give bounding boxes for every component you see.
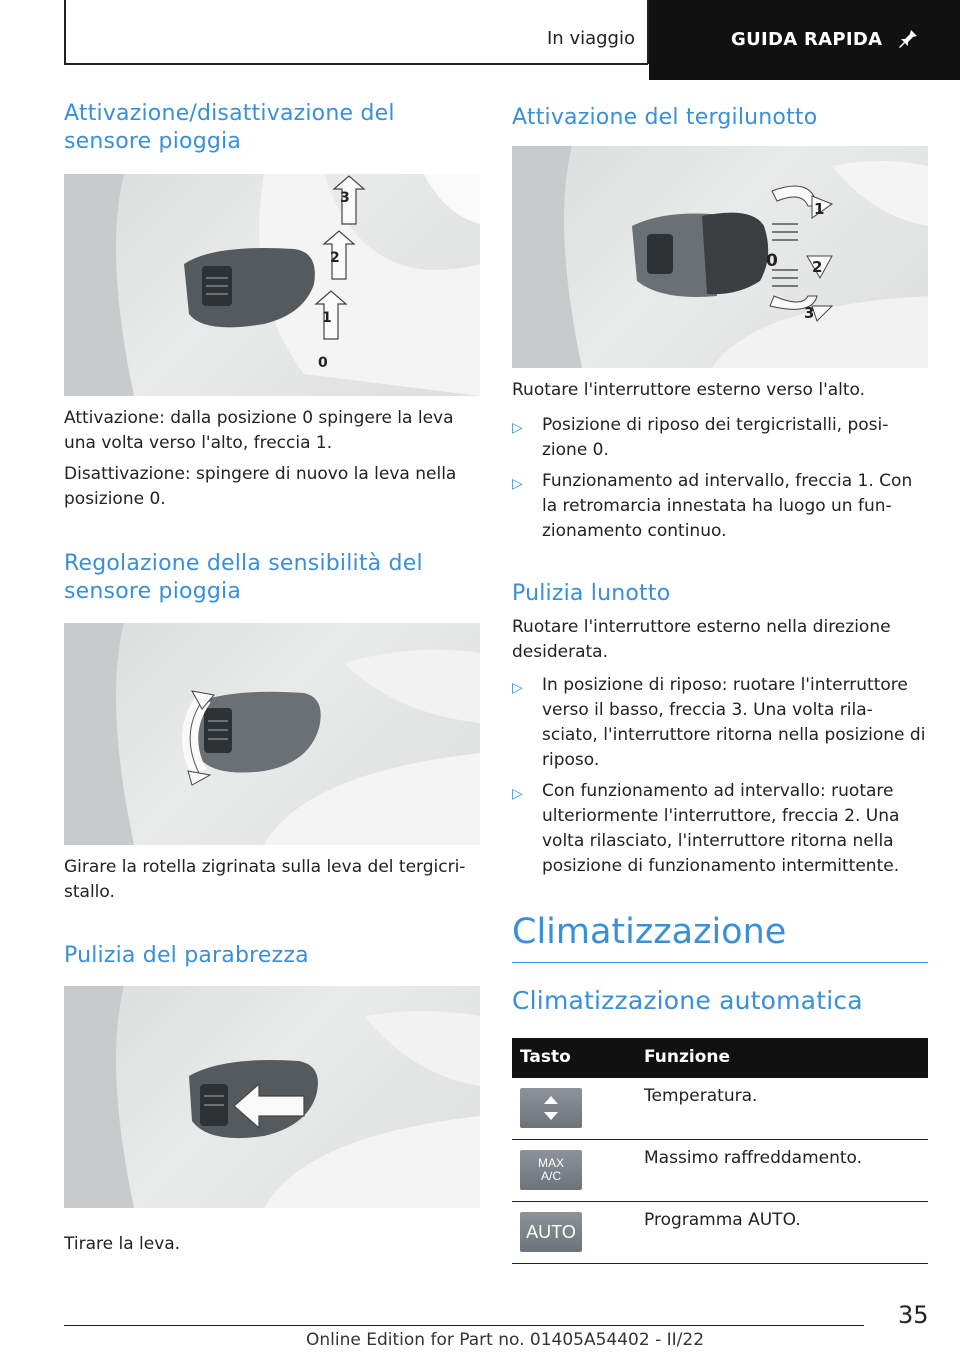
footer-edition: Online Edition for Part no. 01405A54402 - II/22 <box>306 1330 705 1350</box>
figure-sensitivity-wheel <box>64 623 480 845</box>
page-number: 35 <box>898 1301 929 1329</box>
heading-rear-wiper: Attivazione del tergilunotto <box>512 105 818 130</box>
text-rotate-direction: Ruotare l'interruttore esterno nella direzione desiderata. <box>512 617 891 662</box>
temperature-button[interactable] <box>520 1088 582 1128</box>
bullet-triangle-icon: ▷ <box>512 420 523 436</box>
col-header-function: Funzione <box>644 1047 731 1067</box>
text-sensitivity: Girare la rotella zigrinata sulla leva del tergicri-stallo. <box>64 857 466 902</box>
fig4-label-2: 2 <box>812 258 823 276</box>
header-guide-label: GUIDA RAPIDA <box>731 29 883 50</box>
bullet-triangle-icon: ▷ <box>512 786 523 802</box>
fig4-label-1: 1 <box>814 200 825 218</box>
heading-rear-wash: Pulizia lunotto <box>512 581 671 606</box>
footer-rule <box>64 1325 864 1326</box>
max-ac-button[interactable] <box>520 1150 582 1190</box>
fig4-label-0: 0 <box>766 251 778 271</box>
heading-rain-sensor: Attivazione/disattivazione del sensore pioggia <box>64 101 395 154</box>
figure-rain-sensor-lever <box>64 174 480 396</box>
auto-button[interactable] <box>520 1212 582 1252</box>
table-row <box>512 1202 928 1264</box>
col-header-key: Tasto <box>520 1047 571 1067</box>
heading-windshield: Pulizia del parabrezza <box>64 943 309 968</box>
figure-rear-wiper-switch <box>512 146 928 368</box>
bullet-triangle-icon: ▷ <box>512 680 523 696</box>
text-activation: Attivazione: dalla posizione 0 spingere la leva una volta verso l'alto, freccia 1. <box>64 408 454 453</box>
header-rule-bottom <box>64 63 648 65</box>
header-guide-tab[interactable] <box>649 0 960 80</box>
table-row <box>512 1078 928 1140</box>
fig1-label-3: 3 <box>340 190 350 206</box>
heading-climate: Climatizzazione <box>512 912 787 952</box>
fig1-label-0: 0 <box>318 355 328 371</box>
left-column <box>64 100 480 1254</box>
climate-divider <box>512 962 928 963</box>
fig1-label-2: 2 <box>330 250 340 266</box>
climate-table <box>512 1038 928 1266</box>
max-ac-label: MAX A/C <box>537 1156 564 1183</box>
text-deactivation: Disattivazione: spingere di nuovo la leva nella posizione 0. <box>64 464 457 509</box>
right-column <box>512 100 928 1280</box>
bullet-triangle-icon: ▷ <box>512 476 523 492</box>
heading-auto-climate: Climatizzazione automatica <box>512 986 863 1015</box>
pin-icon <box>897 28 919 54</box>
fig4-label-3: 3 <box>804 304 815 322</box>
auto-label: AUTO <box>526 1222 576 1242</box>
bullet-rest-wash: ▷ In posizione di riposo: ruotare l'interruttore verso il basso, freccia 3. Una volta rila-sciato, l'interruttore ritorna nella posizione di riposo. <box>512 675 926 770</box>
function-temperature: Temperatura. <box>644 1086 758 1106</box>
table-row <box>512 1140 928 1202</box>
function-auto-program: Programma AUTO. <box>644 1210 801 1230</box>
text-rotate-up: Ruotare l'interruttore esterno verso l'alto. <box>512 380 866 400</box>
table-header <box>512 1038 928 1078</box>
heading-sensitivity: Regolazione della sensibilità del sensore pioggia <box>64 551 423 604</box>
bullet-rest-position: ▷ Posizione di riposo dei tergicristalli, posi-zione 0. <box>512 415 889 460</box>
figure-windshield-lever <box>64 986 480 1208</box>
bullet-interval-wash: ▷ Con funzionamento ad intervallo: ruotare ulteriormente l'interruttore, freccia 2. Una volta rilasciato, l'interruttore ritorna nella posizione di funzionamento intermittente. <box>512 781 900 876</box>
function-max-cooling: Massimo raffreddamento. <box>644 1148 863 1168</box>
header-section-title: In viaggio <box>547 28 635 49</box>
text-pull-lever: Tirare la leva. <box>64 1234 181 1254</box>
bullet-interval-mode: ▷ Funzionamento ad intervallo, freccia 1. Con la retromarcia innestata ha luogo un fun-zionamento continuo. <box>512 471 913 541</box>
up-down-arrows-icon <box>520 1088 582 1128</box>
header-rule-left <box>64 0 66 64</box>
fig1-label-1: 1 <box>322 310 332 326</box>
